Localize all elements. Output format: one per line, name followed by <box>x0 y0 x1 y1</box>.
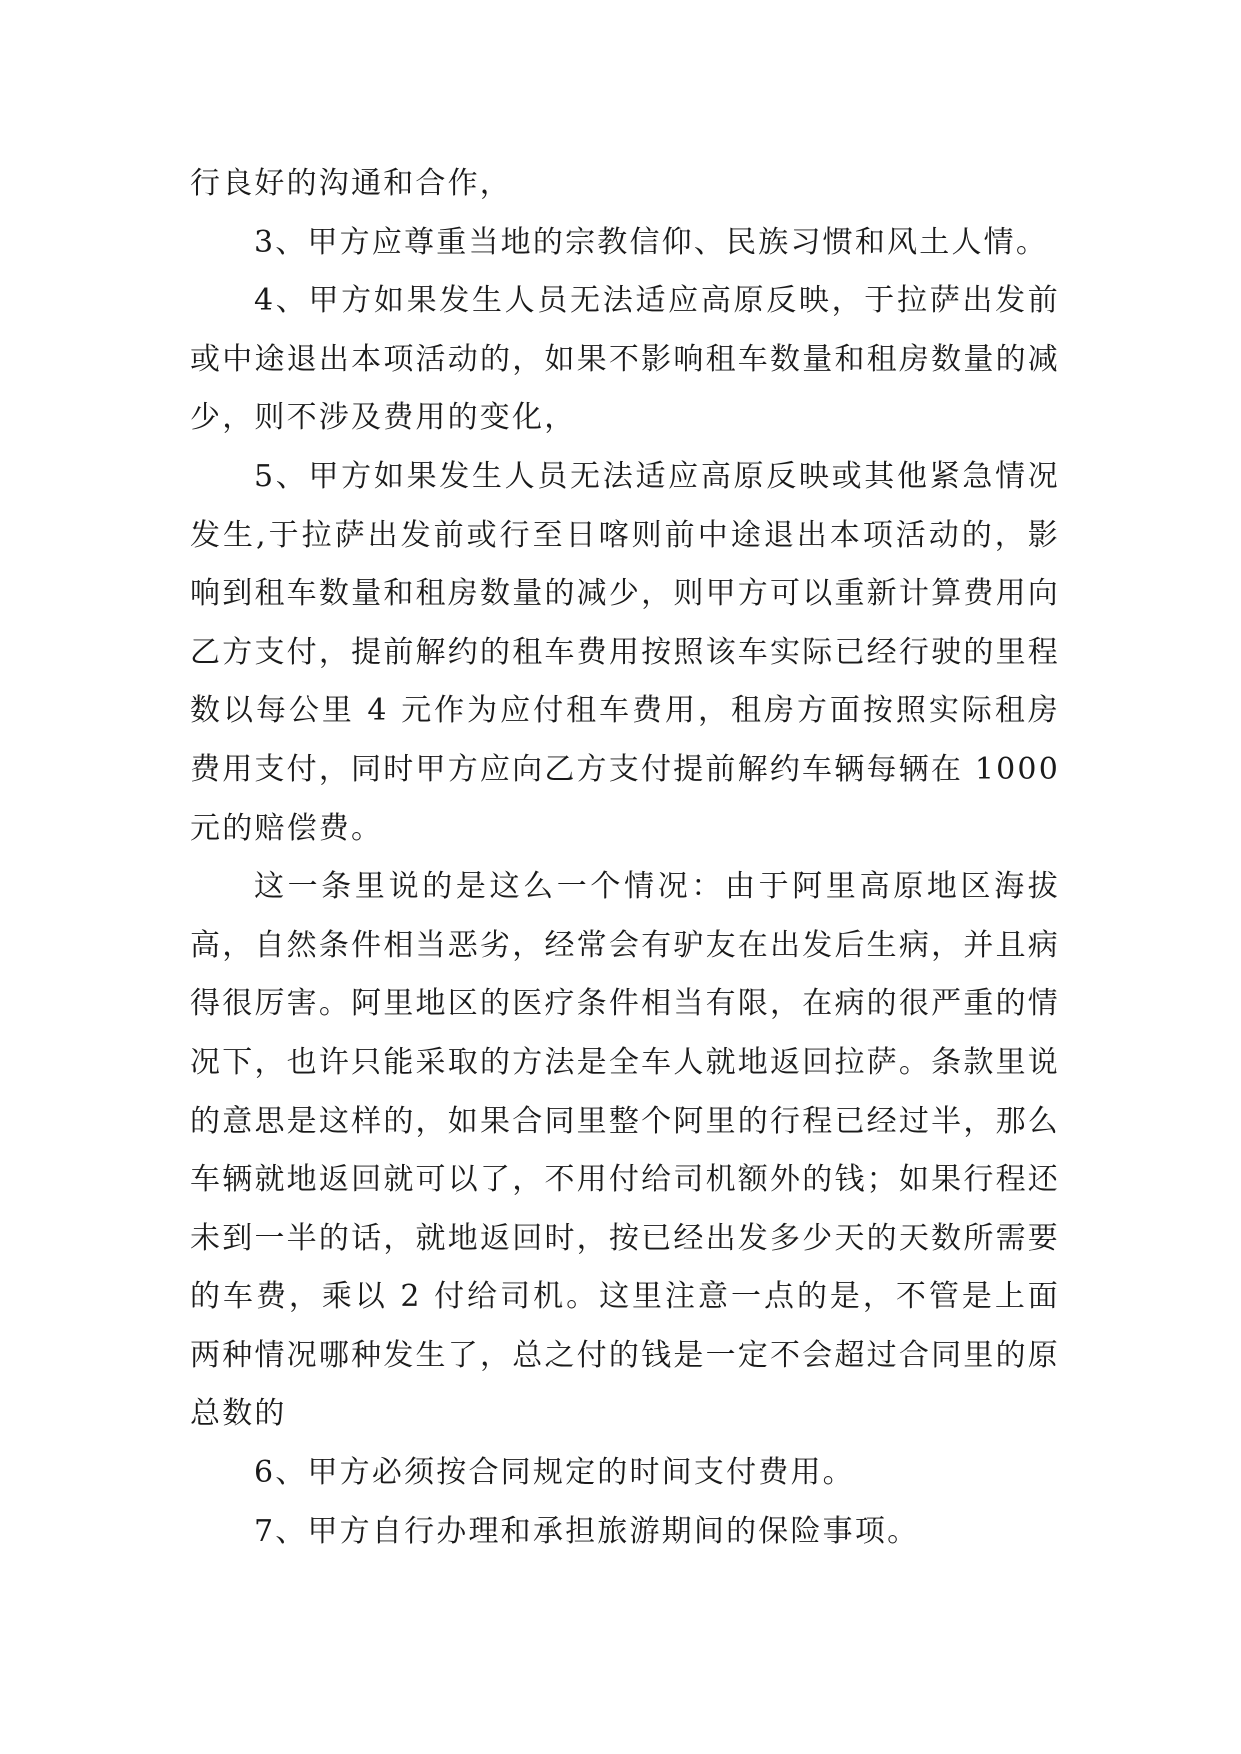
clause-7: 7、甲方自行办理和承担旅游期间的保险事项。 <box>254 1513 920 1549</box>
document-body <box>190 155 1060 1561</box>
clause-4: 4、甲方如果发生人员无法适应高原反映，于拉萨出发前或中途退出本项活动的，如果不影响租车数量和租房数量的减少，则不涉及费用的变化， <box>190 283 1060 436</box>
clause-6: 6、甲方必须按合同规定的时间支付费用。 <box>254 1455 855 1491</box>
clause-3: 3、甲方应尊重当地的宗教信仰、民族习惯和风土人情。 <box>254 224 1049 260</box>
paragraph-continuation: 行良好的沟通和合作， <box>190 166 512 201</box>
clause-5: 5、甲方如果发生人员无法适应高原反映或其他紧急情况发生,于拉萨出发前或行至日喀则前中途退出本项活动的，影响到租车数量和租房数量的减少，则甲方可以重新计算费用向乙方支付，提前解约的租车费用按照该车实际已经行驶的里程数以每公里 4 元作为应付租车费用，租房方面按照实际租房费用支付，同时甲方应向乙方支付提前解约车辆每辆在 1000 元的赔偿费。 <box>190 458 1060 846</box>
clause-5-explanation: 这一条里说的是这么一个情况：由于阿里高原地区海拔高，自然条件相当恶劣，经常会有驴友在出发后生病，并且病得很厉害。阿里地区的医疗条件相当有限，在病的很严重的情况下，也许只能采取的方法是全车人就地返回拉萨。条款里说的意思是这样的，如果合同里整个阿里的行程已经过半，那么车辆就地返回就可以了，不用付给司机额外的钱；如果行程还未到一半的话，就地返回时，按已经出发多少天的天数所需要的车费，乘以 2 付给司机。这里注意一点的是，不管是上面两种情况哪种发生了，总之付的钱是一定不会超过合同里的原总数的 <box>190 869 1060 1432</box>
